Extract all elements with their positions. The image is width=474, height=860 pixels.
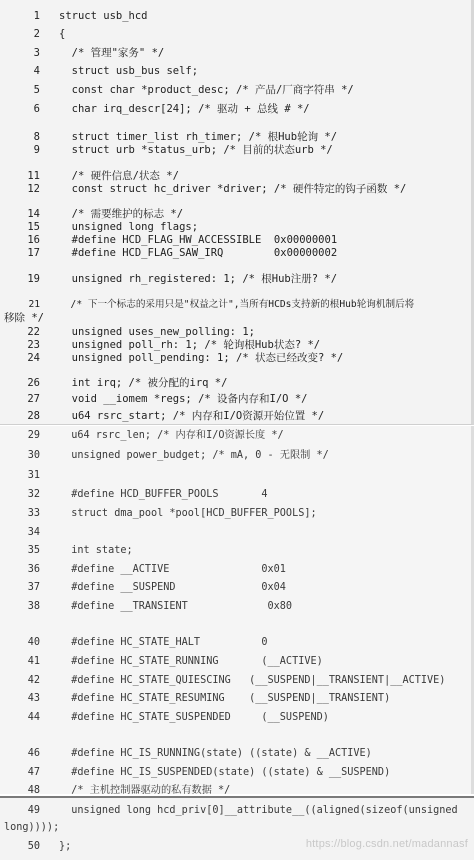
code-line: 46 #define HC_IS_RUNNING(state) ((state) & __ACTIVE) [27,748,372,759]
code-line: 1 struct usb_hcd [33,10,148,22]
code-line-continuation: long)))); [4,822,60,833]
code-line: 43 #define HC_STATE_RESUMING (__SUSPEND|__TRANSIENT) [27,693,391,704]
code-line: 30 unsigned power_budget; /* mA, 0 - 无限制 */ [27,450,329,461]
code-line: 35 int state; [27,545,133,556]
code-line: 48 /* 主机控制器驱动的私有数据 */ [27,785,231,796]
watermark-text: https://blog.csdn.net/madannasf [305,838,468,850]
code-line: 36 #define __ACTIVE 0x01 [27,564,286,575]
code-line: 5 const char *product_desc; /* 产品/厂商字符串 */ [33,84,354,96]
code-line: 37 #define __SUSPEND 0x04 [27,582,286,593]
code-line: 8 struct timer_list rh_timer; /* 根Hub轮询 */ [33,131,338,143]
code-line-continuation: 移除 */ [4,312,44,324]
code-line: 50 }; [27,841,72,852]
code-line: 2 { [33,28,66,40]
code-line: 12 const struct hc_driver *driver; /* 硬件特定的钩子函数 */ [27,183,407,195]
code-line: 47 #define HC_IS_SUSPENDED(state) ((state) & __SUSPEND) [27,767,391,778]
code-line: 44 #define HC_STATE_SUSPENDED (__SUSPEND) [27,712,329,723]
code-line: 24 unsigned poll_pending: 1; /* 状态已经改变? */ [27,352,344,364]
code-line: 3 /* 管理"家务" */ [33,47,165,59]
code-line: 15 unsigned long flags; [27,221,199,233]
code-line: 4 struct usb_bus self; [33,65,199,77]
code-line: 28 u64 rsrc_start; /* 内存和I/O资源开始位置 */ [27,410,325,422]
code-line: 49 unsigned long hcd_priv[0]__attribute__((aligned(sizeof(unsigned [27,805,458,816]
code-line: 38 #define __TRANSIENT 0x80 [27,601,293,612]
code-line: 16 #define HCD_FLAG_HW_ACCESSIBLE 0x00000001 [27,234,338,246]
code-line: 42 #define HC_STATE_QUIESCING (__SUSPEND|__TRANSIENT|__ACTIVE) [27,675,446,686]
code-line: 33 struct dma_pool *pool[HCD_BUFFER_POOLS]; [27,508,317,519]
code-line: 11 /* 硬件信息/状态 */ [27,170,179,182]
code-line: 6 char irq_descr[24]; /* 驱动 + 总线 # */ [33,103,310,115]
code-line: 22 unsigned uses_new_polling: 1; [27,326,255,338]
code-line: 31 [27,470,40,481]
code-line: 34 [27,527,40,538]
code-line: 41 #define HC_STATE_RUNNING (__ACTIVE) [27,656,323,667]
code-line: 32 #define HCD_BUFFER_POOLS 4 [27,489,268,500]
code-line: 21 /* 下一个标志的采用只是"权益之计",当所有HCDs支持新的根Hub轮询机制后将 [28,299,415,310]
code-line: 29 u64 rsrc_len; /* 内存和I/O资源长度 */ [27,430,284,441]
code-line: 19 unsigned rh_registered: 1; /* 根Hub注册? */ [27,273,338,285]
code-line: 40 #define HC_STATE_HALT 0 [27,637,268,648]
code-line: 23 unsigned poll_rh: 1; /* 轮询根Hub状态? */ [27,339,321,351]
code-line: 9 struct urb *status_urb; /* 目前的状态urb */ [33,144,333,156]
code-line: 17 #define HCD_FLAG_SAW_IRQ 0x00000002 [27,247,338,259]
code-line: 27 void __iomem *regs; /* 设备内存和I/O */ [27,393,308,405]
code-line: 14 /* 需要维护的标志 */ [27,208,184,220]
code-line: 26 int irq; /* 被分配的irq */ [27,377,228,389]
